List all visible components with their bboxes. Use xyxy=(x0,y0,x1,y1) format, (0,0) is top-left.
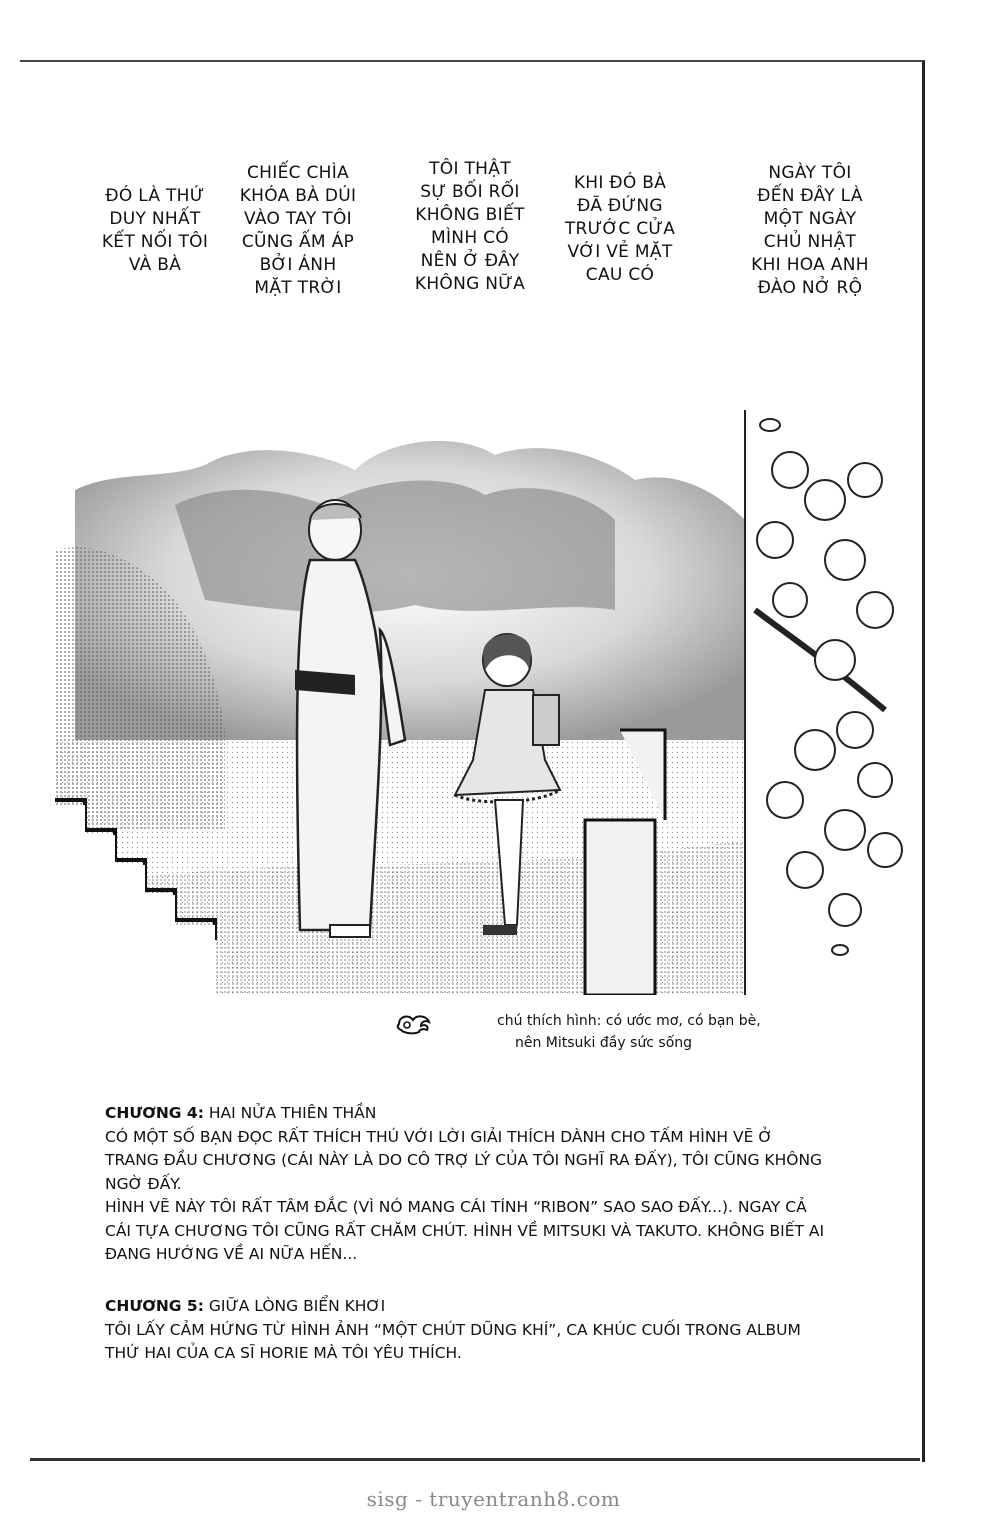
chapter-4-section xyxy=(105,1102,915,1267)
chapter-5-heading: CHƯƠNG 5: xyxy=(105,1297,204,1315)
bottom-rule xyxy=(30,1458,920,1461)
caption-line: NGÀY TÔI xyxy=(768,163,852,183)
caption-line: CAU CÓ xyxy=(585,265,655,285)
caption-line: MỘT NGÀY xyxy=(763,209,857,229)
caption-line: VÀO TAY TÔI xyxy=(244,209,352,229)
caption-line: NÊN Ở ĐÂY xyxy=(420,251,520,271)
tree-shade xyxy=(175,481,615,613)
caption-line: TRƯỚC CỬA xyxy=(564,219,676,239)
caption-line: KHÔNG BIẾT xyxy=(415,205,525,225)
chapter-5-heading-line xyxy=(105,1295,915,1319)
caption-line: ĐÀO NỞ RỘ xyxy=(757,278,863,298)
caption-line: ĐÃ ĐỨNG xyxy=(577,196,663,216)
chapter-4-heading: CHƯƠNG 4: xyxy=(105,1104,204,1122)
caption-5 xyxy=(745,162,875,300)
caption-line: MÌNH CÓ xyxy=(431,228,509,248)
caption-line: KHI HOA ANH xyxy=(751,255,869,275)
watermark: sisg - truyentranh8.com xyxy=(366,1487,621,1511)
caption-line: ĐÓ LÀ THỨ xyxy=(105,186,205,206)
chapter-4-line: CÁI TỰA CHƯƠNG TÔI CŨNG RẤT CHĂM CHÚT. HÌNH VỀ MITSUKI VÀ TAKUTO. KHÔNG BIẾT AI xyxy=(105,1221,825,1240)
caption-line: TÔI THẬT xyxy=(429,159,511,179)
caption-3 xyxy=(410,158,530,296)
chapter-5-section xyxy=(105,1295,915,1366)
caption-line: KHÓA BÀ DÚI xyxy=(239,186,357,206)
caption-line: CŨNG ẤM ÁP xyxy=(241,232,355,252)
chapter-4-line: TRANG ĐẦU CHƯƠNG (CÁI NÀY LÀ DO CÔ TRỢ LÝ CỦA TÔI NGHĨ RA ĐẤY), TÔI CŨNG KHÔNG xyxy=(105,1151,823,1169)
caption-1 xyxy=(100,185,210,277)
image-note-line-1: chú thích hình: có ước mơ, có bạn bè, xyxy=(497,1013,761,1029)
chapter-4-heading-line xyxy=(105,1102,915,1126)
caption-line: KHI ĐÓ BÀ xyxy=(573,173,667,193)
chapter-4-line: ĐANG HƯỚNG VỀ AI NỮA HẾN... xyxy=(105,1245,358,1263)
caption-line: KHÔNG NỮA xyxy=(414,274,526,294)
caption-2 xyxy=(238,162,358,300)
chapter-5-line: TÔI LẤY CẢM HỨNG TỪ HÌNH ẢNH “MỘT CHÚT DŨNG KHÍ”, CA KHÚC CUỐI TRONG ALBUM xyxy=(105,1320,801,1339)
angel-wing-icon xyxy=(395,1010,435,1038)
caption-line: VỚI VẺ MẶT xyxy=(567,242,673,262)
caption-line: MẶT TRỜI xyxy=(254,278,342,298)
image-note xyxy=(497,1010,761,1054)
caption-4 xyxy=(560,172,680,287)
chapter-5-line: THỨ HAI CỦA CA SĨ HORIE MÀ TÔI YÊU THÍCH. xyxy=(105,1344,462,1362)
image-note-line-2: nên Mitsuki đầy sức sống xyxy=(515,1035,693,1051)
caption-line: CHỦ NHẬT xyxy=(763,232,857,252)
chapter-4-line: NGỜ ĐẤY. xyxy=(105,1174,182,1193)
manga-illustration xyxy=(55,410,910,995)
chapter-5-title: GIỮA LÒNG BIỂN KHƠI xyxy=(208,1297,386,1315)
caption-line: BỞI ÁNH xyxy=(259,255,337,275)
caption-line: VÀ BÀ xyxy=(128,255,182,275)
chapter-4-line: CÓ MỘT SỐ BẠN ĐỌC RẤT THÍCH THÚ VỚI LỜI GIẢI THÍCH DÀNH CHO TẤM HÌNH VẼ Ở xyxy=(105,1127,773,1146)
caption-line: ĐẾN ĐÂY LÀ xyxy=(757,186,863,206)
chapter-4-line: HÌNH VẼ NÀY TÔI RẤT TÂM ĐẮC (VÌ NÓ MANG CÁI TÍNH “RIBON” SAO SAO ĐẤY...). NGAY CẢ xyxy=(105,1198,807,1216)
caption-line: CHIẾC CHÌA xyxy=(247,163,349,183)
caption-line: KẾT NỐI TÔI xyxy=(101,232,209,252)
chapter-4-title: HAI NỬA THIÊN THẦN xyxy=(208,1104,377,1122)
caption-line: SỰ BỐI RỐI xyxy=(420,182,520,202)
caption-line: DUY NHẤT xyxy=(109,209,201,229)
